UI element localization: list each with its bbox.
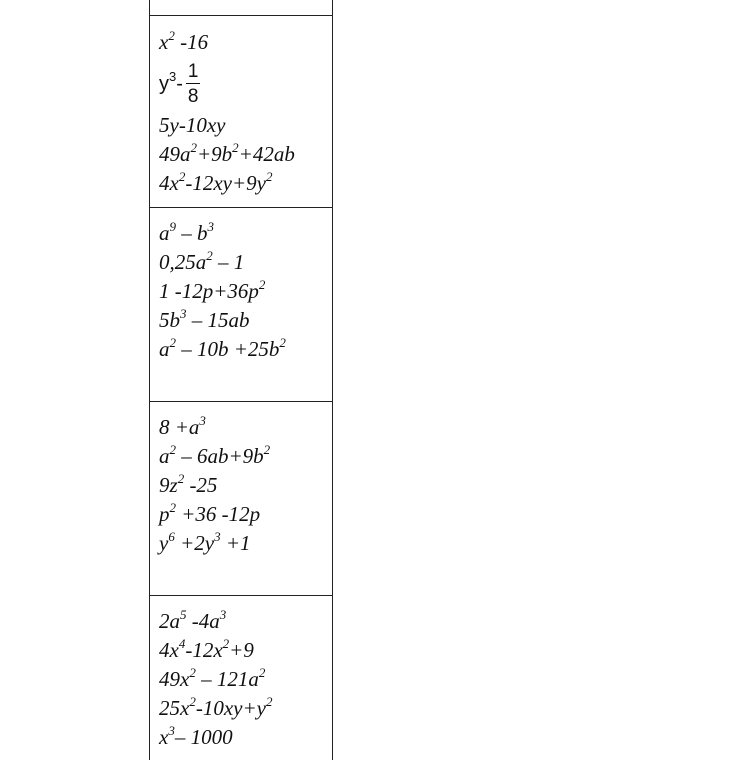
fraction-numerator: 1 bbox=[187, 61, 199, 82]
exponent: 2 bbox=[279, 335, 286, 350]
expression-term: – 10b +25b bbox=[176, 337, 280, 361]
exponent: 4 bbox=[178, 636, 186, 651]
expression-line bbox=[159, 169, 332, 198]
expression-line bbox=[159, 723, 332, 752]
expression-term: 1 -12p+36p bbox=[159, 279, 259, 303]
table-cell-4 bbox=[150, 595, 332, 760]
exponent: 9 bbox=[169, 219, 176, 234]
operator: - bbox=[176, 73, 183, 95]
expressions-table bbox=[149, 0, 333, 760]
expression-term: x bbox=[159, 725, 169, 749]
expression-term: 5b bbox=[159, 308, 180, 332]
expression-line bbox=[159, 219, 332, 248]
expression-line bbox=[159, 665, 332, 694]
expression-term: +9 bbox=[229, 638, 254, 662]
expression-term: 49x bbox=[159, 667, 190, 691]
table-cell-1 bbox=[150, 15, 332, 208]
exponent: 2 bbox=[169, 442, 176, 457]
expression-term: -10xy+y bbox=[195, 696, 266, 720]
exponent: 6 bbox=[168, 529, 175, 544]
expression-term: +42ab bbox=[238, 142, 295, 166]
expression-term: -12xy+9y bbox=[185, 171, 266, 195]
expression-term: 0,25a bbox=[159, 250, 207, 274]
expression-term: +36 -12p bbox=[176, 502, 261, 526]
expression-line bbox=[159, 111, 332, 140]
exponent: 3 bbox=[219, 607, 227, 622]
expression-term: a bbox=[159, 337, 170, 361]
expression-term: a bbox=[159, 221, 170, 245]
exponent: 3 bbox=[180, 306, 187, 321]
expression-term: – 1 bbox=[212, 250, 245, 274]
expression-line bbox=[159, 607, 332, 636]
expression-line bbox=[159, 500, 332, 529]
expression-term: -25 bbox=[184, 473, 218, 497]
fraction-denominator: 8 bbox=[187, 86, 199, 107]
exponent: 2 bbox=[222, 636, 230, 651]
expression-line bbox=[159, 57, 332, 111]
exponent: 3 bbox=[199, 413, 206, 428]
expression-term: +1 bbox=[220, 531, 251, 555]
expression-term: – 1000 bbox=[174, 725, 233, 749]
exponent: 3 bbox=[207, 219, 214, 234]
exponent: 2 bbox=[169, 335, 176, 350]
expression-term: +9b bbox=[197, 142, 233, 166]
expression-line bbox=[159, 248, 332, 277]
expression-term: – 121a bbox=[195, 667, 259, 691]
expression-term: – 15ab bbox=[186, 308, 250, 332]
expression-term: -12x bbox=[185, 638, 223, 662]
expression-term: 4x bbox=[159, 638, 179, 662]
exponent: 3 bbox=[169, 69, 177, 85]
expression-term: a bbox=[159, 444, 170, 468]
expression-line bbox=[159, 28, 332, 57]
exponent: 2 bbox=[232, 140, 239, 155]
exponent: 2 bbox=[177, 471, 185, 486]
expression-term: y bbox=[159, 531, 169, 555]
expression-term: – b bbox=[176, 221, 208, 245]
exponent: 2 bbox=[169, 500, 176, 515]
exponent: 3 bbox=[214, 529, 221, 544]
exponent: 2 bbox=[206, 248, 213, 263]
expression-line bbox=[159, 335, 332, 364]
expression-term: p bbox=[159, 502, 170, 526]
exponent: 2 bbox=[189, 694, 196, 709]
exponent: 2 bbox=[190, 140, 197, 155]
exponent: 2 bbox=[168, 28, 175, 43]
expression-term: – 6ab+9b bbox=[176, 444, 264, 468]
exponent: 2 bbox=[265, 694, 273, 709]
expression-line bbox=[159, 277, 332, 306]
exponent: 2 bbox=[265, 169, 273, 184]
expression-line bbox=[159, 694, 332, 723]
table-cell-2 bbox=[150, 207, 332, 402]
expression-term: 25x bbox=[159, 696, 190, 720]
expression-term: -4a bbox=[186, 609, 220, 633]
exponent: 2 bbox=[258, 665, 266, 680]
expression-term: +2y bbox=[174, 531, 215, 555]
expression-line bbox=[159, 442, 332, 471]
expression-term: 2a bbox=[159, 609, 180, 633]
expression-line bbox=[159, 471, 332, 500]
expression-term: 4x bbox=[159, 171, 179, 195]
exponent: 2 bbox=[189, 665, 196, 680]
expression-term: 5y-10xy bbox=[159, 113, 226, 137]
exponent: 2 bbox=[258, 277, 266, 292]
exponent: 5 bbox=[180, 607, 187, 622]
expression-term: 49a bbox=[159, 142, 191, 166]
expression-line bbox=[159, 636, 332, 665]
exponent: 3 bbox=[168, 723, 175, 738]
expression-line bbox=[159, 140, 332, 169]
expression-line bbox=[159, 529, 332, 558]
expression-line bbox=[159, 306, 332, 335]
fraction bbox=[186, 62, 201, 106]
expression-term: -16 bbox=[174, 30, 209, 54]
expression-term: x bbox=[159, 30, 169, 54]
exponent: 2 bbox=[178, 169, 186, 184]
expression-term: 9z bbox=[159, 473, 178, 497]
expression-term: 8 +a bbox=[159, 415, 200, 439]
exponent: 2 bbox=[263, 442, 271, 457]
table-cell-3 bbox=[150, 401, 332, 596]
expression-line bbox=[159, 413, 332, 442]
expression-term: $y^3$ bbox=[159, 69, 177, 95]
